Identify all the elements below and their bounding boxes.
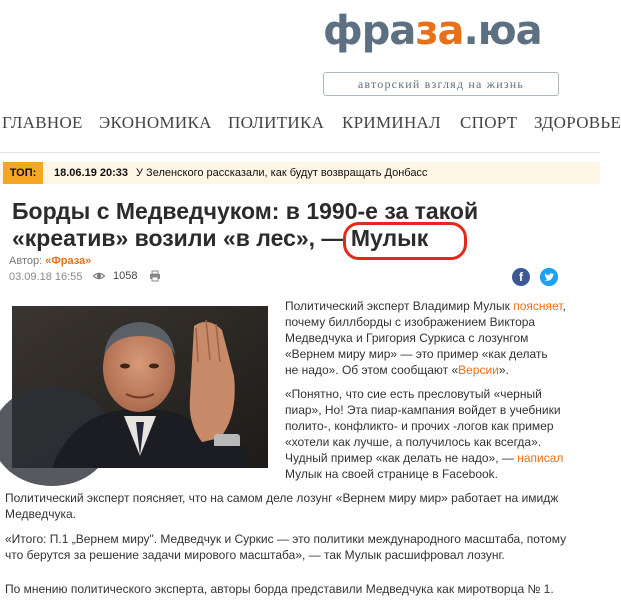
facebook-icon[interactable]: f xyxy=(512,268,530,286)
nav-divider xyxy=(0,152,600,153)
author-line xyxy=(9,255,91,267)
eye-icon xyxy=(93,270,105,282)
nav-item-health[interactable]: ЗДОРОВЬЕ xyxy=(534,113,621,132)
nav-item-economy[interactable]: ЭКОНОМИКА xyxy=(99,113,212,132)
nav-item-main[interactable]: ГЛАВНОЕ xyxy=(2,113,83,132)
versii-link[interactable]: Версии xyxy=(458,363,499,377)
article-paragraph-4: «Итого: П.1 „Вернем миру". Медведчук и Суркис — это политики международного масштаба, потому что берутся за решение задачи мирового масштаба», — так Мулык расшифровал лозунг. xyxy=(5,532,567,562)
logo-wordmark: фраза.юа xyxy=(323,8,542,54)
wrote-link[interactable]: написал xyxy=(517,451,564,465)
ticker-datetime: 18.06.19 20:33 xyxy=(54,167,129,179)
article-paragraph-3: Политический эксперт поясняет, что на самом деле лозунг «Вернем миру мир» работает на имидж Медведчука. xyxy=(5,491,559,521)
article-title-line-2: «креатив» возили «в лес», — Мулык xyxy=(12,225,429,251)
logo-tagline: авторский взгляд на жизнь xyxy=(323,72,559,96)
article-paragraph-1: Политический эксперт Владимир Мулык поясняет, почему биллборды с изображением Виктора Медведчука и Григория Суркиса с лозунгом «Вернем миру мир» — это пример «как делать не надо». Об этом сообщают «Версии». xyxy=(285,299,566,377)
highlight-circle xyxy=(343,222,467,260)
explains-link[interactable]: поясняет xyxy=(513,299,563,313)
nav-item-sport[interactable]: СПОРТ xyxy=(460,113,518,132)
views-count: 1058 xyxy=(113,270,138,282)
nav-item-crime[interactable]: КРИМИНАЛ xyxy=(342,113,441,132)
article-paragraph-5: По мнению политического эксперта, авторы борда представили Медведчука как миротворца № 1. xyxy=(5,582,554,596)
main-nav xyxy=(0,113,621,141)
author-link[interactable]: «Фраза» xyxy=(45,255,92,267)
article-quote: «Понятно, что сие есть пресловутый «черный пиар», Но! Эта пиар-кампания войдет в учебники полито-, конфликто- и прочих -логов как пример «хотели как лучше, а получилось как всегда». Чудный пример «как делать не надо», — написал Мулык на своей странице в Facebook. xyxy=(285,387,564,481)
article-title xyxy=(12,198,592,252)
publish-date: 03.09.18 16:55 xyxy=(9,271,83,283)
author-label: Автор: xyxy=(9,255,43,267)
top-news-ticker xyxy=(0,162,600,184)
print-icon[interactable] xyxy=(149,270,161,282)
ticker-headline-link[interactable]: У Зеленского рассказали, как будут возвращать Донбасс xyxy=(136,167,428,179)
article-photo xyxy=(12,306,268,468)
site-logo[interactable] xyxy=(323,8,563,98)
nav-item-politics[interactable]: ПОЛИТИКА xyxy=(228,113,325,132)
ticker-badge: ТОП: xyxy=(3,162,43,184)
twitter-icon[interactable] xyxy=(540,268,558,286)
article-title-line-1: Борды с Медведчуком: в 1990-е за такой xyxy=(12,198,479,224)
